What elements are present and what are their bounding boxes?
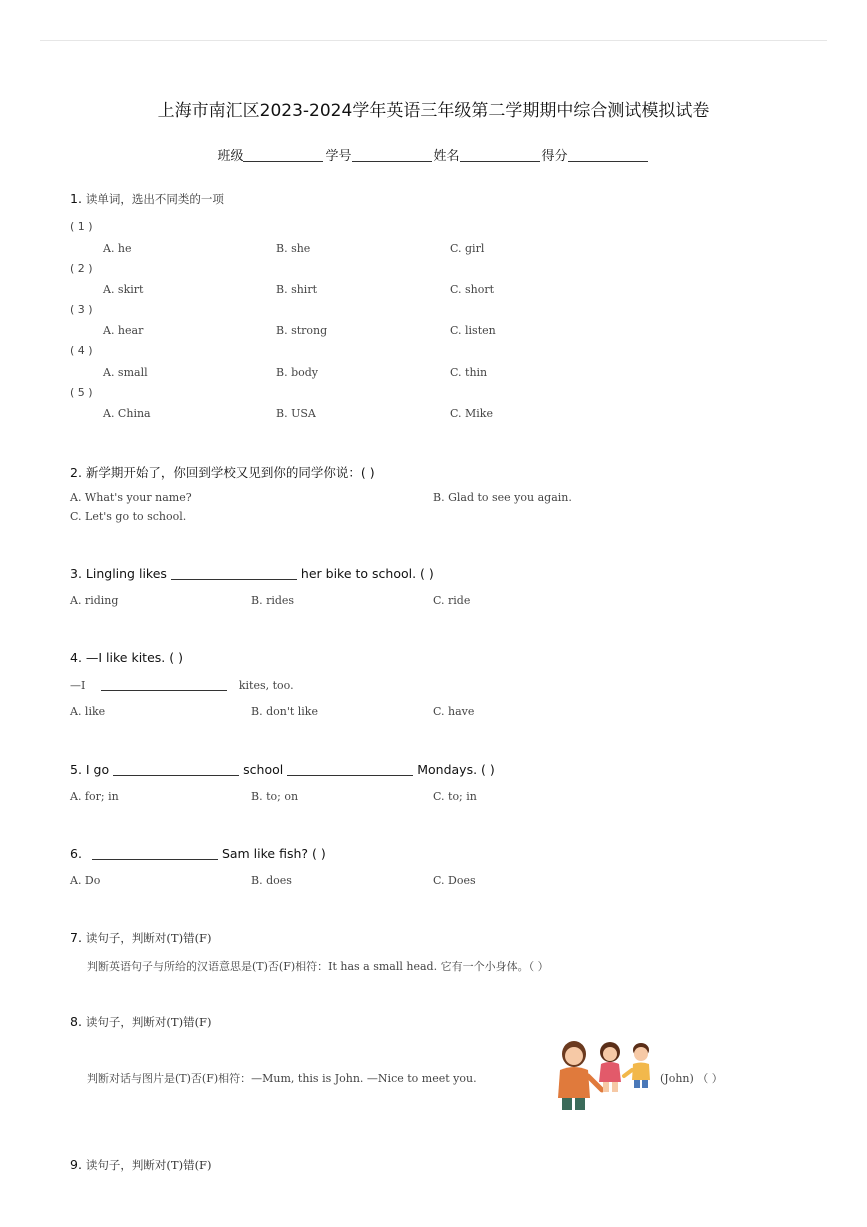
q6-option-a[interactable]: A. Do	[70, 874, 101, 887]
stem-after-blank: Mondays. ( )	[417, 762, 495, 777]
dialogue-dash: —I	[70, 679, 86, 692]
question-text: 读句子，判断对(T)错(F)	[85, 1015, 212, 1029]
top-divider	[40, 40, 827, 41]
girl-face	[603, 1047, 617, 1061]
q3-option-b[interactable]: B. rides	[251, 594, 295, 607]
q1-5-option-c[interactable]: C. Mike	[450, 407, 493, 420]
q5-option-b[interactable]: B. to; on	[251, 790, 299, 803]
question-number: 1.	[70, 191, 82, 206]
dialogue-after-blank: kites, too.	[238, 679, 294, 692]
question-number: 8.	[70, 1014, 82, 1029]
q1-5-option-b[interactable]: B. USA	[276, 407, 316, 420]
stem-middle: school	[243, 762, 284, 777]
q2-option-a[interactable]: A. What's your name?	[70, 491, 192, 504]
q1-group-4-label: ( 4 )	[70, 344, 93, 357]
question-4-stem: 4. —I like kites. ( )	[70, 650, 183, 665]
stem-before-blank: 3. Lingling likes	[70, 566, 167, 581]
q1-3-option-b[interactable]: B. strong	[276, 324, 328, 337]
answer-blank[interactable]	[92, 847, 218, 860]
answer-blank[interactable]	[171, 567, 297, 580]
q1-group-3-label: ( 3 )	[70, 303, 93, 316]
q1-2-option-a[interactable]: A. skirt	[103, 283, 144, 296]
mum-leg	[575, 1098, 585, 1110]
q2-option-b[interactable]: B. Glad to see you again.	[433, 491, 572, 504]
q7-statement: 判断英语句子与所给的汉语意思是(T)否(F)相符：It has a small head. 它有一个小身体。（ ）	[87, 960, 549, 973]
q3-option-a[interactable]: A. riding	[70, 594, 119, 607]
question-text: 读句子，判断对(T)错(F)	[85, 931, 212, 945]
boy-leg	[642, 1080, 648, 1088]
q1-4-option-a[interactable]: A. small	[103, 366, 148, 379]
question-8-stem	[70, 1014, 212, 1030]
question-number: 7.	[70, 930, 82, 945]
q2-option-c[interactable]: C. Let's go to school.	[70, 510, 187, 523]
score-blank[interactable]	[568, 147, 648, 162]
q1-4-option-b[interactable]: B. body	[276, 366, 318, 379]
number-label: 学号	[325, 149, 352, 164]
q1-1-option-a[interactable]: A. he	[103, 242, 132, 255]
question-text: 读单词，选出不同类的一项	[85, 192, 224, 206]
score-label: 得分	[541, 149, 568, 164]
answer-blank-1[interactable]	[113, 763, 239, 776]
q1-3-option-a[interactable]: A. hear	[103, 324, 144, 337]
q5-option-a[interactable]: A. for; in	[70, 790, 119, 803]
answer-blank-2[interactable]	[287, 763, 413, 776]
name-label: 姓名	[433, 149, 460, 164]
q8-statement: 判断对话与图片是(T)否(F)相符：—Mum, this is John. —Nice to meet you.	[87, 1072, 477, 1085]
question-9-stem	[70, 1157, 212, 1173]
question-number: 9.	[70, 1157, 82, 1172]
q6-option-c[interactable]: C. Does	[433, 874, 476, 887]
q8-answer-tail: (John) （ ）	[660, 1072, 723, 1085]
page-title: 上海市南汇区2023-2024学年英语三年级第二学期期中综合测试模拟试卷	[157, 101, 710, 121]
answer-blank[interactable]	[101, 678, 227, 691]
question-1-stem	[70, 191, 224, 207]
question-2-stem: 2. 新学期开始了，你回到学校又见到你的同学你说：( )	[70, 465, 375, 480]
girl-leg	[603, 1082, 609, 1092]
boy-body	[632, 1063, 650, 1081]
girl-leg	[612, 1082, 618, 1092]
q1-2-option-b[interactable]: B. shirt	[276, 283, 318, 296]
q5-option-c[interactable]: C. to; in	[433, 790, 477, 803]
q1-4-option-c[interactable]: C. thin	[450, 366, 488, 379]
name-blank[interactable]	[460, 147, 540, 162]
q1-2-option-c[interactable]: C. short	[450, 283, 495, 296]
q3-option-c[interactable]: C. ride	[433, 594, 471, 607]
mum-leg	[562, 1098, 572, 1110]
q6-option-b[interactable]: B. does	[251, 874, 292, 887]
q1-1-option-c[interactable]: C. girl	[450, 242, 485, 255]
girl-body	[599, 1062, 621, 1082]
question-7-stem	[70, 930, 212, 946]
stem-before-blank: 5. I go	[70, 762, 110, 777]
student-info-line	[0, 145, 867, 164]
q1-3-option-c[interactable]: C. listen	[450, 324, 496, 337]
q1-group-2-label: ( 2 )	[70, 262, 93, 275]
number-blank[interactable]	[352, 147, 432, 162]
boy-face	[634, 1047, 648, 1061]
question-text: 读句子，判断对(T)错(F)	[85, 1158, 212, 1172]
class-label: 班级	[217, 149, 244, 164]
question-5-stem	[70, 762, 495, 777]
class-blank[interactable]	[243, 147, 323, 162]
boy-leg	[634, 1080, 640, 1088]
q1-group-5-label: ( 5 )	[70, 386, 93, 399]
q4-option-c[interactable]: C. have	[433, 705, 475, 718]
boy-arm	[624, 1070, 632, 1076]
q4-option-a[interactable]: A. like	[70, 705, 106, 718]
question-6-stem	[70, 846, 326, 861]
question-3-stem	[70, 566, 434, 581]
q1-5-option-a[interactable]: A. China	[103, 407, 151, 420]
mum-body	[558, 1067, 590, 1098]
question-number: 6.	[70, 846, 82, 861]
q4-dialogue-line	[70, 678, 294, 692]
q1-1-option-b[interactable]: B. she	[276, 242, 311, 255]
stem-after-blank: Sam like fish? ( )	[221, 846, 326, 861]
stem-after-blank: her bike to school. ( )	[300, 566, 434, 581]
q1-group-1-label: ( 1 )	[70, 220, 93, 233]
q4-option-b[interactable]: B. don't like	[251, 705, 318, 718]
mum-face	[565, 1047, 583, 1065]
family-illustration	[546, 1036, 660, 1114]
